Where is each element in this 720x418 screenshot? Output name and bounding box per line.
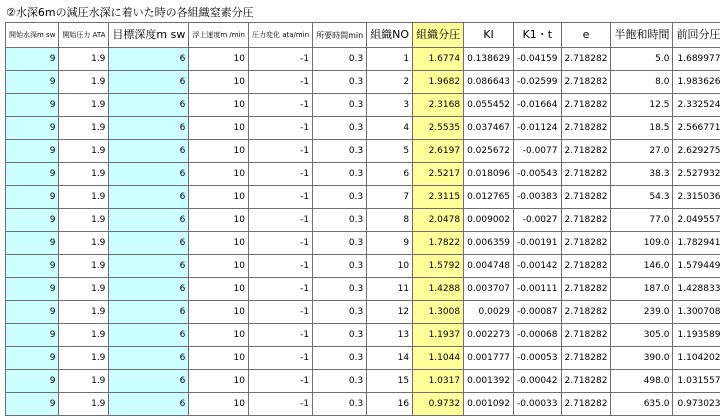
cell-k1t[interactable]: -0.01124 — [514, 117, 561, 140]
cell-ascent-rate[interactable]: 10 — [189, 324, 249, 347]
cell-tissue-no[interactable]: 13 — [367, 324, 413, 347]
cell-previous-pressure[interactable]: 1.579449 — [673, 255, 720, 278]
cell-e[interactable]: 2.718282 — [561, 186, 611, 209]
cell-half-time[interactable]: 27.0 — [611, 140, 673, 163]
cell-pressure-change[interactable]: -1 — [248, 232, 312, 255]
cell-previous-pressure[interactable]: 1.782941 — [673, 232, 720, 255]
cell-half-time[interactable]: 305.0 — [611, 324, 673, 347]
sheet-title: ②水深6mの減圧水深に着いた時の各組織窒素分圧 — [6, 6, 254, 19]
cell-k1t[interactable]: -0.00383 — [514, 186, 561, 209]
cell-k1t[interactable]: -0.0077 — [514, 140, 561, 163]
cell-tissue-pressure[interactable]: 1.7822 — [413, 232, 464, 255]
header-cell-tissue-no[interactable]: 組織NO — [367, 23, 413, 48]
cell-e[interactable]: 2.718282 — [561, 324, 611, 347]
cell-target-depth[interactable]: 6 — [109, 48, 189, 71]
cell-required-time[interactable]: 0.3 — [313, 186, 367, 209]
cell-ascent-rate[interactable]: 10 — [189, 232, 249, 255]
cell-start-pressure[interactable]: 1.9 — [59, 71, 109, 94]
header-cell-start-pressure[interactable]: 開始圧力 ATA — [59, 23, 109, 48]
cell-target-depth[interactable]: 6 — [109, 393, 189, 416]
cell-tissue-pressure[interactable]: 2.3115 — [413, 186, 464, 209]
cell-start-depth[interactable]: 9 — [6, 209, 59, 232]
cell-k1t[interactable]: -0.00087 — [514, 301, 561, 324]
cell-tissue-no[interactable]: 5 — [367, 140, 413, 163]
spreadsheet-grid — [5, 22, 720, 416]
cell-target-depth[interactable]: 6 — [109, 140, 189, 163]
cell-k1t[interactable]: -0.00111 — [514, 278, 561, 301]
cell-ascent-rate[interactable]: 10 — [189, 71, 249, 94]
cell-pressure-change[interactable]: -1 — [248, 324, 312, 347]
header-cell-half-time[interactable]: 半飽和時間 — [611, 23, 673, 48]
cell-ki[interactable]: 0.009002 — [464, 209, 514, 232]
cell-tissue-pressure[interactable]: 2.5535 — [413, 117, 464, 140]
cell-ascent-rate[interactable]: 10 — [189, 278, 249, 301]
cell-k1t[interactable]: -0.00543 — [514, 163, 561, 186]
cell-ki[interactable]: 0.086643 — [464, 71, 514, 94]
table-row — [6, 232, 720, 255]
cell-previous-pressure[interactable]: 1.689977 — [673, 48, 720, 71]
cell-target-depth[interactable]: 6 — [109, 324, 189, 347]
cell-required-time[interactable]: 0.3 — [313, 140, 367, 163]
cell-target-depth[interactable]: 6 — [109, 117, 189, 140]
cell-ki[interactable]: 0.0029 — [464, 301, 514, 324]
cell-start-pressure[interactable]: 1.9 — [59, 301, 109, 324]
cell-target-depth[interactable]: 6 — [109, 232, 189, 255]
cell-e[interactable]: 2.718282 — [561, 301, 611, 324]
cell-start-pressure[interactable]: 1.9 — [59, 393, 109, 416]
cell-start-pressure[interactable]: 1.9 — [59, 370, 109, 393]
cell-start-depth[interactable]: 9 — [6, 163, 59, 186]
cell-pressure-change[interactable]: -1 — [248, 94, 312, 117]
cell-half-time[interactable]: 187.0 — [611, 278, 673, 301]
cell-previous-pressure[interactable]: 1.031557 — [673, 370, 720, 393]
cell-e[interactable]: 2.718282 — [561, 232, 611, 255]
table-row — [6, 163, 720, 186]
cell-ki[interactable]: 0.037467 — [464, 117, 514, 140]
cell-k1t[interactable]: -0.02599 — [514, 71, 561, 94]
cell-tissue-no[interactable]: 14 — [367, 347, 413, 370]
cell-required-time[interactable]: 0.3 — [313, 255, 367, 278]
cell-e[interactable]: 2.718282 — [561, 163, 611, 186]
cell-k1t[interactable]: -0.01664 — [514, 94, 561, 117]
cell-e[interactable]: 2.718282 — [561, 71, 611, 94]
cell-target-depth[interactable]: 6 — [109, 209, 189, 232]
header-cell-required-time[interactable]: 所要時間min — [313, 23, 367, 48]
cell-half-time[interactable]: 77.0 — [611, 209, 673, 232]
cell-start-depth[interactable]: 9 — [6, 94, 59, 117]
cell-start-pressure[interactable]: 1.9 — [59, 94, 109, 117]
cell-k1t[interactable]: -0.04159 — [514, 48, 561, 71]
cell-tissue-no[interactable]: 12 — [367, 301, 413, 324]
cell-previous-pressure[interactable]: 1.428833 — [673, 278, 720, 301]
cell-e[interactable]: 2.718282 — [561, 393, 611, 416]
cell-required-time[interactable]: 0.3 — [313, 278, 367, 301]
table-row — [6, 117, 720, 140]
cell-ki[interactable]: 0.001392 — [464, 370, 514, 393]
cell-previous-pressure[interactable]: 2.332524 — [673, 94, 720, 117]
cell-pressure-change[interactable]: -1 — [248, 347, 312, 370]
cell-required-time[interactable]: 0.3 — [313, 48, 367, 71]
cell-start-depth[interactable]: 9 — [6, 393, 59, 416]
cell-tissue-pressure[interactable]: 1.6774 — [413, 48, 464, 71]
cell-tissue-no[interactable]: 3 — [367, 94, 413, 117]
cell-previous-pressure[interactable]: 2.315036 — [673, 186, 720, 209]
cell-ki[interactable]: 0.004748 — [464, 255, 514, 278]
cell-required-time[interactable]: 0.3 — [313, 209, 367, 232]
cell-ki[interactable]: 0.001777 — [464, 347, 514, 370]
cell-tissue-pressure[interactable]: 2.0478 — [413, 209, 464, 232]
cell-required-time[interactable]: 0.3 — [313, 71, 367, 94]
cell-half-time[interactable]: 18.5 — [611, 117, 673, 140]
cell-e[interactable]: 2.718282 — [561, 140, 611, 163]
table-row — [6, 347, 720, 370]
cell-start-pressure[interactable]: 1.9 — [59, 163, 109, 186]
cell-half-time[interactable]: 146.0 — [611, 255, 673, 278]
table-row — [6, 324, 720, 347]
cell-ascent-rate[interactable]: 10 — [189, 301, 249, 324]
cell-tissue-pressure[interactable]: 2.6197 — [413, 140, 464, 163]
cell-tissue-pressure[interactable]: 1.1937 — [413, 324, 464, 347]
header-cell-k1t[interactable]: K1・t — [514, 23, 561, 48]
cell-half-time[interactable]: 5.0 — [611, 48, 673, 71]
cell-ki[interactable]: 0.002273 — [464, 324, 514, 347]
cell-start-pressure[interactable]: 1.9 — [59, 347, 109, 370]
header-cell-start-depth[interactable]: 開始水深m sw — [6, 23, 59, 48]
cell-ascent-rate[interactable]: 10 — [189, 48, 249, 71]
cell-start-pressure[interactable]: 1.9 — [59, 186, 109, 209]
cell-start-depth[interactable]: 9 — [6, 301, 59, 324]
cell-start-pressure[interactable]: 1.9 — [59, 117, 109, 140]
cell-tissue-pressure[interactable]: 0.9732 — [413, 393, 464, 416]
cell-previous-pressure[interactable]: 0.973023 — [673, 393, 720, 416]
cell-start-depth[interactable]: 9 — [6, 255, 59, 278]
cell-ascent-rate[interactable]: 10 — [189, 140, 249, 163]
cell-tissue-no[interactable]: 2 — [367, 71, 413, 94]
cell-required-time[interactable]: 0.3 — [313, 324, 367, 347]
cell-tissue-pressure[interactable]: 1.1044 — [413, 347, 464, 370]
header-cell-e[interactable]: e — [561, 23, 611, 48]
cell-ki[interactable]: 0.006359 — [464, 232, 514, 255]
cell-target-depth[interactable]: 6 — [109, 278, 189, 301]
table-row — [6, 393, 720, 416]
cell-k1t[interactable]: -0.00068 — [514, 324, 561, 347]
cell-tissue-no[interactable]: 4 — [367, 117, 413, 140]
cell-start-depth[interactable]: 9 — [6, 140, 59, 163]
cell-k1t[interactable]: -0.00033 — [514, 393, 561, 416]
cell-pressure-change[interactable]: -1 — [248, 71, 312, 94]
cell-start-depth[interactable]: 9 — [6, 186, 59, 209]
cell-required-time[interactable]: 0.3 — [313, 117, 367, 140]
header-row — [6, 23, 720, 48]
cell-previous-pressure[interactable]: 1.104202 — [673, 347, 720, 370]
cell-target-depth[interactable]: 6 — [109, 370, 189, 393]
cell-k1t[interactable]: -0.00142 — [514, 255, 561, 278]
cell-previous-pressure[interactable]: 1.983626 — [673, 71, 720, 94]
cell-tissue-pressure[interactable]: 1.9682 — [413, 71, 464, 94]
table-row — [6, 255, 720, 278]
cell-previous-pressure[interactable]: 1.300708 — [673, 301, 720, 324]
cell-required-time[interactable]: 0.3 — [313, 163, 367, 186]
cell-half-time[interactable]: 109.0 — [611, 232, 673, 255]
cell-half-time[interactable]: 38.3 — [611, 163, 673, 186]
cell-k1t[interactable]: -0.0027 — [514, 209, 561, 232]
cell-pressure-change[interactable]: -1 — [248, 278, 312, 301]
table-row — [6, 186, 720, 209]
cell-start-depth[interactable]: 9 — [6, 48, 59, 71]
cell-pressure-change[interactable]: -1 — [248, 186, 312, 209]
cell-pressure-change[interactable]: -1 — [248, 393, 312, 416]
cell-ki[interactable]: 0.012765 — [464, 186, 514, 209]
cell-start-pressure[interactable]: 1.9 — [59, 255, 109, 278]
cell-ascent-rate[interactable]: 10 — [189, 347, 249, 370]
cell-target-depth[interactable]: 6 — [109, 301, 189, 324]
cell-ki[interactable]: 0.003707 — [464, 278, 514, 301]
cell-start-depth[interactable]: 9 — [6, 232, 59, 255]
cell-pressure-change[interactable]: -1 — [248, 370, 312, 393]
cell-e[interactable]: 2.718282 — [561, 347, 611, 370]
cell-ki[interactable]: 0.138629 — [464, 48, 514, 71]
table-row — [6, 370, 720, 393]
cell-pressure-change[interactable]: -1 — [248, 163, 312, 186]
cell-e[interactable]: 2.718282 — [561, 117, 611, 140]
cell-start-depth[interactable]: 9 — [6, 370, 59, 393]
header-cell-ascent-rate[interactable]: 浮上速度m /min — [189, 23, 249, 48]
cell-tissue-pressure[interactable]: 1.4288 — [413, 278, 464, 301]
cell-required-time[interactable]: 0.3 — [313, 370, 367, 393]
cell-ascent-rate[interactable]: 10 — [189, 117, 249, 140]
cell-start-pressure[interactable]: 1.9 — [59, 48, 109, 71]
cell-start-pressure[interactable]: 1.9 — [59, 209, 109, 232]
cell-target-depth[interactable]: 6 — [109, 255, 189, 278]
cell-ascent-rate[interactable]: 10 — [189, 163, 249, 186]
cell-tissue-no[interactable]: 9 — [367, 232, 413, 255]
cell-target-depth[interactable]: 6 — [109, 186, 189, 209]
cell-ki[interactable]: 0.018096 — [464, 163, 514, 186]
cell-pressure-change[interactable]: -1 — [248, 255, 312, 278]
table-row — [6, 278, 720, 301]
cell-ki[interactable]: 0.001092 — [464, 393, 514, 416]
cell-previous-pressure[interactable]: 2.629275 — [673, 140, 720, 163]
cell-half-time[interactable]: 8.0 — [611, 71, 673, 94]
cell-target-depth[interactable]: 6 — [109, 71, 189, 94]
cell-start-pressure[interactable]: 1.9 — [59, 140, 109, 163]
cell-target-depth[interactable]: 6 — [109, 163, 189, 186]
cell-half-time[interactable]: 12.5 — [611, 94, 673, 117]
cell-half-time[interactable]: 390.0 — [611, 347, 673, 370]
cell-required-time[interactable]: 0.3 — [313, 232, 367, 255]
cell-ki[interactable]: 0.025672 — [464, 140, 514, 163]
header-cell-previous-pressure[interactable]: 前回分圧 — [673, 23, 720, 48]
cell-ascent-rate[interactable]: 10 — [189, 94, 249, 117]
cell-e[interactable]: 2.718282 — [561, 94, 611, 117]
cell-start-pressure[interactable]: 1.9 — [59, 324, 109, 347]
cell-start-depth[interactable]: 9 — [6, 324, 59, 347]
cell-tissue-no[interactable]: 6 — [367, 163, 413, 186]
cell-target-depth[interactable]: 6 — [109, 94, 189, 117]
cell-tissue-no[interactable]: 16 — [367, 393, 413, 416]
cell-tissue-no[interactable]: 10 — [367, 255, 413, 278]
cell-ascent-rate[interactable]: 10 — [189, 209, 249, 232]
cell-start-pressure[interactable]: 1.9 — [59, 232, 109, 255]
cell-ascent-rate[interactable]: 10 — [189, 186, 249, 209]
cell-ascent-rate[interactable]: 10 — [189, 370, 249, 393]
cell-required-time[interactable]: 0.3 — [313, 347, 367, 370]
cell-k1t[interactable]: -0.00042 — [514, 370, 561, 393]
cell-pressure-change[interactable]: -1 — [248, 48, 312, 71]
cell-tissue-pressure[interactable]: 1.0317 — [413, 370, 464, 393]
cell-required-time[interactable]: 0.3 — [313, 301, 367, 324]
table-body — [6, 48, 720, 416]
cell-tissue-pressure[interactable]: 1.3008 — [413, 301, 464, 324]
cell-previous-pressure[interactable]: 1.193589 — [673, 324, 720, 347]
cell-e[interactable]: 2.718282 — [561, 255, 611, 278]
header-cell-ki[interactable]: KI — [464, 23, 514, 48]
cell-tissue-no[interactable]: 11 — [367, 278, 413, 301]
cell-tissue-pressure[interactable]: 2.3168 — [413, 94, 464, 117]
cell-half-time[interactable]: 239.0 — [611, 301, 673, 324]
cell-half-time[interactable]: 498.0 — [611, 370, 673, 393]
cell-k1t[interactable]: -0.00053 — [514, 347, 561, 370]
header-cell-tissue-pressure[interactable]: 組織分圧 — [413, 23, 464, 48]
cell-ascent-rate[interactable]: 10 — [189, 255, 249, 278]
cell-start-depth[interactable]: 9 — [6, 278, 59, 301]
cell-tissue-pressure[interactable]: 2.5217 — [413, 163, 464, 186]
cell-previous-pressure[interactable]: 2.566771 — [673, 117, 720, 140]
cell-target-depth[interactable]: 6 — [109, 347, 189, 370]
cell-pressure-change[interactable]: -1 — [248, 140, 312, 163]
cell-start-pressure[interactable]: 1.9 — [59, 278, 109, 301]
cell-tissue-pressure[interactable]: 1.5792 — [413, 255, 464, 278]
cell-e[interactable]: 2.718282 — [561, 209, 611, 232]
table-row — [6, 71, 720, 94]
cell-half-time[interactable]: 54.3 — [611, 186, 673, 209]
cell-half-time[interactable]: 635.0 — [611, 393, 673, 416]
cell-tissue-no[interactable]: 7 — [367, 186, 413, 209]
cell-pressure-change[interactable]: -1 — [248, 117, 312, 140]
cell-e[interactable]: 2.718282 — [561, 370, 611, 393]
cell-required-time[interactable]: 0.3 — [313, 94, 367, 117]
cell-previous-pressure[interactable]: 2.049557 — [673, 209, 720, 232]
cell-ki[interactable]: 0.055452 — [464, 94, 514, 117]
cell-pressure-change[interactable]: -1 — [248, 209, 312, 232]
header-cell-pressure-change[interactable]: 圧力変化 ata/min — [248, 23, 312, 48]
table-row — [6, 301, 720, 324]
cell-e[interactable]: 2.718282 — [561, 48, 611, 71]
cell-start-depth[interactable]: 9 — [6, 117, 59, 140]
cell-previous-pressure[interactable]: 2.527932 — [673, 163, 720, 186]
table-row — [6, 140, 720, 163]
cell-start-depth[interactable]: 9 — [6, 71, 59, 94]
cell-tissue-no[interactable]: 8 — [367, 209, 413, 232]
cell-required-time[interactable]: 0.3 — [313, 393, 367, 416]
table-row — [6, 94, 720, 117]
cell-pressure-change[interactable]: -1 — [248, 301, 312, 324]
cell-e[interactable]: 2.718282 — [561, 278, 611, 301]
cell-tissue-no[interactable]: 15 — [367, 370, 413, 393]
table-row — [6, 48, 720, 71]
cell-ascent-rate[interactable]: 10 — [189, 393, 249, 416]
cell-tissue-no[interactable]: 1 — [367, 48, 413, 71]
header-cell-target-depth[interactable]: 目標深度m sw — [109, 23, 189, 48]
cell-start-depth[interactable]: 9 — [6, 347, 59, 370]
table-row — [6, 209, 720, 232]
cell-k1t[interactable]: -0.00191 — [514, 232, 561, 255]
